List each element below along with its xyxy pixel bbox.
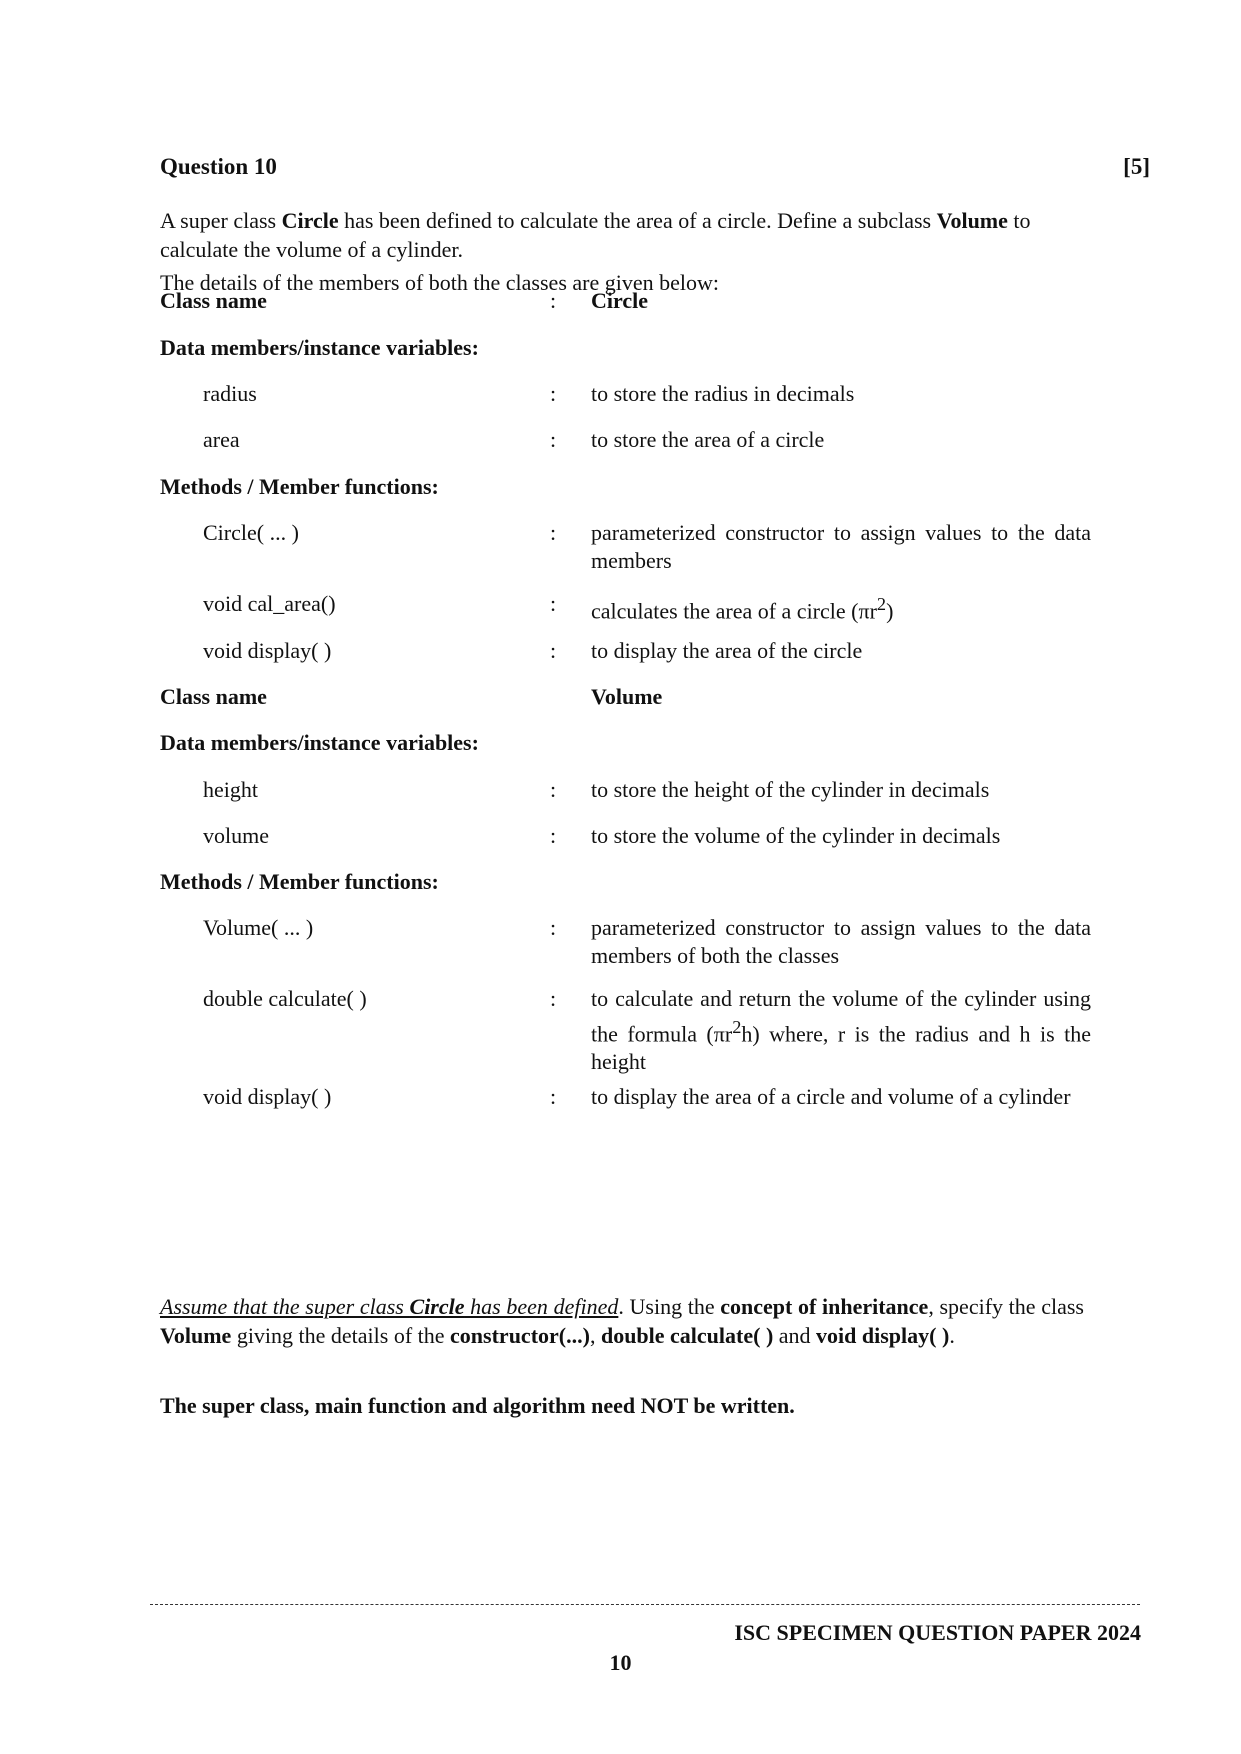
assume-underlined bbox=[160, 1294, 618, 1319]
colon: : bbox=[550, 823, 557, 848]
colon: : bbox=[550, 591, 557, 616]
assumption-paragraph bbox=[160, 1292, 1084, 1350]
method-desc: parameterized constructor to assign values to the data members of both the classes bbox=[591, 915, 1091, 968]
superscript: 2 bbox=[876, 594, 887, 614]
colon: : bbox=[550, 427, 557, 452]
intro-paragraph bbox=[160, 206, 1090, 264]
data-members-heading: Data members/instance variables: bbox=[160, 730, 479, 755]
intro-text: A super class bbox=[160, 208, 282, 233]
method-name: void display( ) bbox=[203, 1084, 332, 1109]
assume-text: giving the details of the bbox=[231, 1323, 451, 1348]
colon: : bbox=[550, 777, 557, 802]
question-title: Question 10 bbox=[160, 154, 277, 179]
colon: : bbox=[550, 1084, 557, 1109]
method-desc-text: h) where, r is the radius and h is the height bbox=[591, 1021, 1092, 1075]
assume-text: and bbox=[773, 1323, 817, 1348]
question-marks: [5] bbox=[1123, 154, 1150, 179]
intro-text: has been defined to calculate the area of a circle. Define a subclass bbox=[338, 208, 937, 233]
method-name: Volume( ... ) bbox=[203, 915, 314, 940]
data-members-heading: Data members/instance variables: bbox=[160, 335, 479, 360]
colon: : bbox=[550, 381, 557, 406]
method-name: Circle( ... ) bbox=[203, 520, 299, 545]
assume-bold: double calculate( ) bbox=[600, 1323, 774, 1348]
colon: : bbox=[550, 986, 557, 1011]
assume-text: . Using the bbox=[618, 1294, 721, 1319]
intro-details-line: The details of the members of both the classes are given below: bbox=[160, 270, 719, 295]
methods-heading: Methods / Member functions: bbox=[160, 474, 439, 499]
superscript: 2 bbox=[732, 1017, 742, 1037]
field-desc: to store the height of the cylinder in decimals bbox=[591, 777, 990, 802]
colon: : bbox=[550, 288, 557, 313]
colon: : bbox=[550, 638, 557, 663]
page-number: 10 bbox=[609, 1650, 632, 1675]
method-desc bbox=[591, 985, 1091, 1076]
intro-text: to calculate the volume of a cylinder. bbox=[160, 208, 1031, 262]
assume-bold: Volume bbox=[160, 1323, 232, 1348]
assume-text: . bbox=[949, 1323, 955, 1348]
class-name-value: Volume bbox=[591, 684, 663, 709]
method-desc-text: to calculate and return the volume of the cylinder using the formula (πr bbox=[591, 986, 1091, 1047]
field-desc: to store the radius in decimals bbox=[591, 381, 855, 406]
methods-heading: Methods / Member functions: bbox=[160, 869, 439, 894]
assume-bold: concept of inheritance bbox=[720, 1294, 929, 1319]
footer-divider bbox=[150, 1604, 1140, 1605]
field-name: volume bbox=[203, 823, 269, 848]
assume-text: Assume that the super class bbox=[160, 1294, 410, 1319]
class-name-value: Circle bbox=[591, 288, 649, 313]
field-name: area bbox=[203, 427, 240, 452]
field-desc: to store the volume of the cylinder in decimals bbox=[591, 823, 1001, 848]
assume-circle: Circle bbox=[409, 1294, 465, 1319]
question-header bbox=[160, 154, 1150, 180]
method-desc: parameterized constructor to assign values to the data members bbox=[591, 520, 1091, 573]
method-desc-text: ) bbox=[886, 598, 894, 624]
method-desc bbox=[591, 590, 1091, 625]
class-name-label: Class name bbox=[160, 684, 267, 709]
assume-bold: void display( ) bbox=[816, 1323, 950, 1348]
colon: : bbox=[550, 915, 557, 940]
class-name-label: Class name bbox=[160, 288, 267, 313]
field-name: radius bbox=[203, 381, 257, 406]
method-name: void display( ) bbox=[203, 638, 332, 663]
intro-circle: Circle bbox=[281, 208, 339, 233]
method-desc: to display the area of a circle and volume of a cylinder bbox=[591, 1084, 1071, 1109]
assume-bold: constructor(...) bbox=[450, 1323, 590, 1348]
method-desc: to display the area of the circle bbox=[591, 638, 863, 663]
method-name: double calculate( ) bbox=[203, 986, 367, 1011]
assume-text: , bbox=[589, 1323, 601, 1348]
assume-text: has been defined bbox=[464, 1294, 619, 1319]
footer-title: ISC SPECIMEN QUESTION PAPER 2024 bbox=[734, 1620, 1141, 1645]
assume-text: , specify the class bbox=[928, 1294, 1084, 1319]
intro-volume: Volume bbox=[936, 208, 1008, 233]
colon: : bbox=[550, 520, 557, 545]
method-name: void cal_area() bbox=[203, 591, 336, 616]
field-desc: to store the area of a circle bbox=[591, 427, 825, 452]
method-desc-text: calculates the area of a circle (πr bbox=[591, 598, 877, 624]
field-name: height bbox=[203, 777, 258, 802]
final-note: The super class, main function and algorithm need NOT be written. bbox=[160, 1393, 795, 1418]
question-intro bbox=[160, 206, 1090, 297]
